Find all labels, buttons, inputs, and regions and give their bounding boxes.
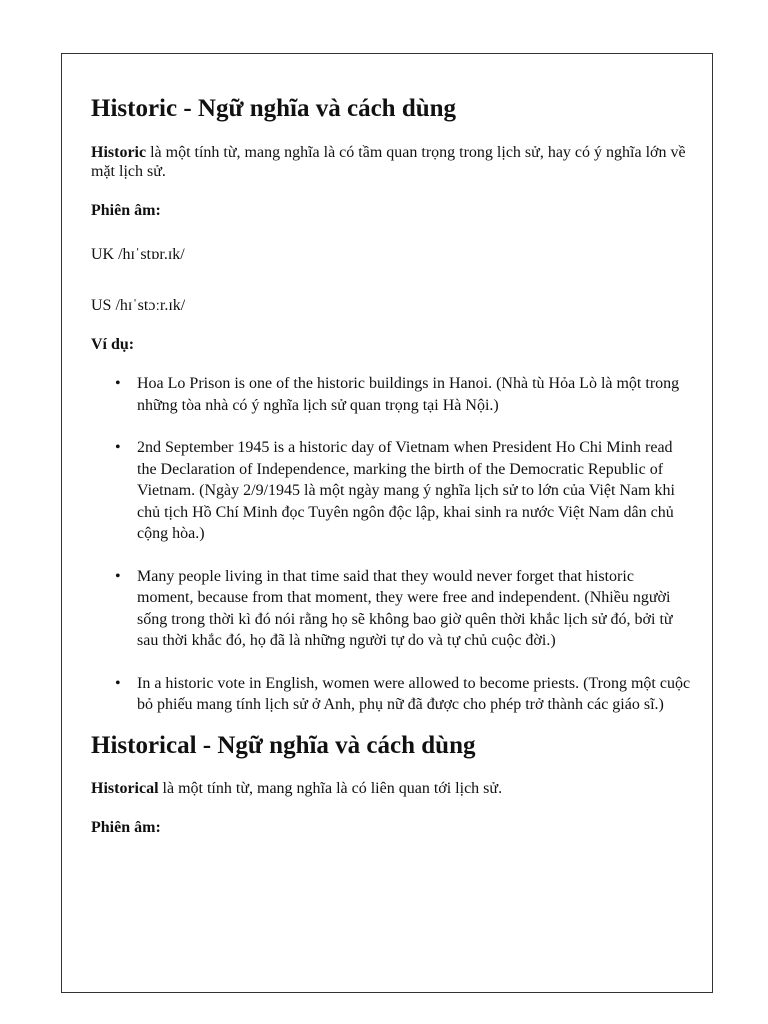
historical-definition-text: là một tính từ, mang nghĩa là có liên quan tới lịch sử. — [158, 779, 503, 797]
document-content — [91, 94, 691, 837]
example-text: 2nd September 1945 is a historic day of Vietnam when President Ho Chi Minh read the Declaration of Independence, marking the birth of the Democratic Republic of Vietnam. (Ngày 2/9/1945 là một ngày mang ý nghĩa lịch sử to lớn của Việt Nam khi chủ tịch Hồ Chí Minh đọc Tuyên ngôn độc lập, khai sinh ra nước Việt Nam dân chủ cộng hòa.) — [137, 439, 675, 542]
example-text: Many people living in that time said that they would never forget that historic moment, because from that moment, they were free and independent. (Nhiều người sống trong thời kì đó nói rằng họ sẽ không bao giờ quên thời khắc lịch sử đó, bởi từ sau thời khắc đó, họ đã là những người tự do và tự chủ cuộc đời.) — [137, 567, 673, 649]
historic-pronunciation-label: Phiên âm: — [91, 202, 161, 219]
historic-definition — [91, 143, 691, 181]
list-item — [115, 373, 691, 416]
historical-term: Historical — [91, 779, 159, 797]
historic-heading: Historic - Ngữ nghĩa và cách dùng — [91, 95, 457, 122]
historical-heading: Historical - Ngữ nghĩa và cách dùng — [91, 731, 476, 759]
list-item — [115, 673, 691, 716]
historical-definition — [91, 779, 691, 798]
bullet-icon: • — [115, 674, 121, 692]
historic-term: Historic — [91, 144, 147, 161]
historic-examples-list — [91, 373, 691, 716]
list-item — [115, 437, 691, 545]
historical-pronunciation-label: Phiên âm: — [91, 818, 161, 836]
bullet-icon: • — [115, 439, 121, 456]
bullet-icon: • — [115, 567, 121, 585]
historic-examples-label: Ví dụ: — [91, 336, 135, 353]
historic-us-pronunciation: US /hɪˈstɔːr.ɪk/ — [91, 297, 186, 314]
document-page — [61, 53, 713, 993]
example-text: In a historic vote in English, women were allowed to become priests. (Trong một cuộc bỏ phiếu mang tính lịch sử ở Anh, phụ nữ đã được cho phép trở thành các giáo sĩ.) — [137, 674, 691, 713]
bullet-icon: • — [115, 375, 121, 392]
historic-definition-text: là một tính từ, mang nghĩa là có tầm quan trọng trong lịch sử, hay có ý nghĩa lớn về mặt lịch sử. — [91, 144, 686, 180]
example-text: Hoa Lo Prison is one of the historic buildings in Hanoi. (Nhà tù Hỏa Lò là một trong những tòa nhà có ý nghĩa lịch sử quan trọng tại Hà Nội.) — [137, 375, 680, 414]
list-item — [115, 566, 691, 652]
historic-uk-pronunciation: UK /hɪˈstɒr.ɪk/ — [91, 246, 185, 263]
